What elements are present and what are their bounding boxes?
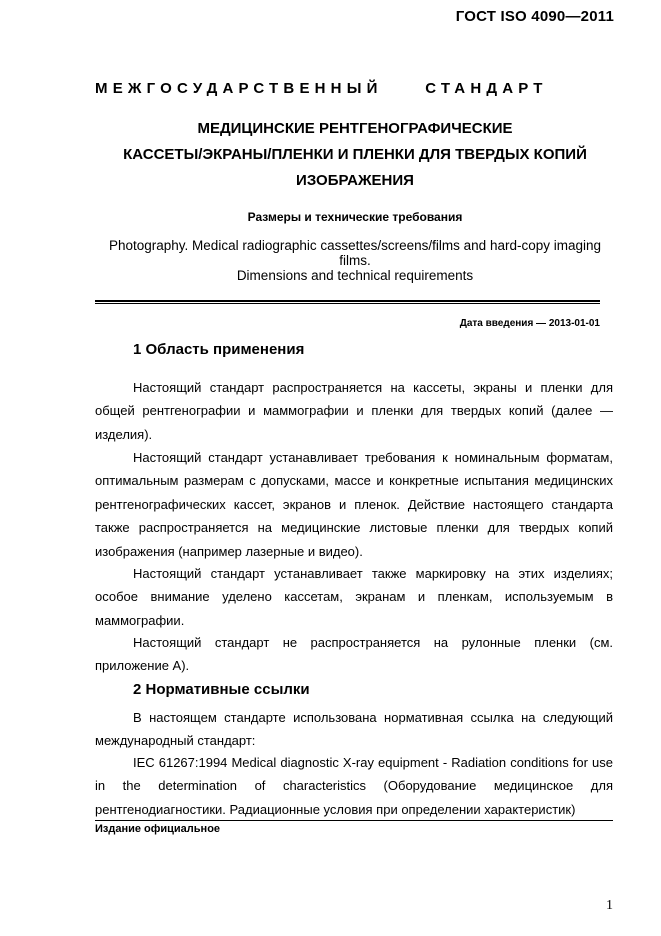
section-2-paragraph-2: IEC 61267:1994 Medical diagnostic X-ray equipment - Radiation conditions for use in the determination of characteristics (Оборудование медицинское для рентгенодиагностики. Радиационные условия при определении характеристик)	[95, 755, 613, 817]
standard-type-word-2: СТАНДАРТ	[425, 80, 548, 97]
section-1-paragraph-3: Настоящий стандарт устанавливает также маркировку на этих изделиях; особое внимание уделено кассетам, экранам и пленкам, используемым в маммографии.	[95, 566, 613, 628]
document-title	[95, 116, 615, 194]
title-line-1: МЕДИЦИНСКИЕ РЕНТГЕНОГРАФИЧЕСКИЕ	[197, 120, 513, 137]
english-title-line-2: Dimensions and technical requirements	[236, 268, 474, 283]
section-2-paragraph-1: В настоящем стандарте использована нормативная ссылка на следующий международный стандарт:	[95, 710, 613, 749]
standard-type-word-1: МЕЖГОСУДАРСТВЕННЫЙ	[95, 80, 383, 97]
header-divider	[95, 300, 600, 302]
title-line-2: КАССЕТЫ/ЭКРАНЫ/ПЛЕНКИ И ПЛЕНКИ ДЛЯ ТВЕРДЫХ КОПИЙ	[123, 146, 587, 163]
official-edition-note: Издание официальное	[95, 823, 221, 835]
english-title-line-1: Photography. Medical radiographic cassettes/screens/films and hard-copy imaging films.	[109, 238, 601, 268]
document-code: ГОСТ ISO 4090—2011	[455, 8, 614, 25]
document-subtitle: Размеры и технические требования	[247, 210, 463, 224]
footer-divider	[95, 820, 613, 821]
title-line-3: ИЗОБРАЖЕНИЯ	[296, 172, 414, 189]
section-2-heading: 2 Нормативные ссылки	[133, 681, 310, 698]
section-1-heading: 1 Область применения	[133, 341, 305, 358]
section-1-paragraph-1: Настоящий стандарт распространяется на кассеты, экраны и пленки для общей рентгенографии и маммографии и пленки для твердых копий (далее — изделия).	[95, 380, 613, 442]
section-1-paragraph-2: Настоящий стандарт устанавливает требования к номинальным форматам, оптимальным размерам с допусками, массе и конкретные испытания медицинских рентгенографических кассет, экранов и пленок. Действие настоящего стандарта также распространяется на медицинские листовые пленки для твердых копий изображения (например лазерные и видео).	[95, 450, 613, 559]
standard-type-heading	[95, 80, 577, 97]
section-1-paragraph-4: Настоящий стандарт не распространяется на рулонные пленки (см. приложение А).	[95, 635, 613, 674]
page-number: 1	[606, 898, 613, 913]
header-divider-thin	[95, 303, 600, 304]
english-title	[95, 238, 615, 283]
effective-date: Дата введения — 2013-01-01	[459, 318, 600, 329]
